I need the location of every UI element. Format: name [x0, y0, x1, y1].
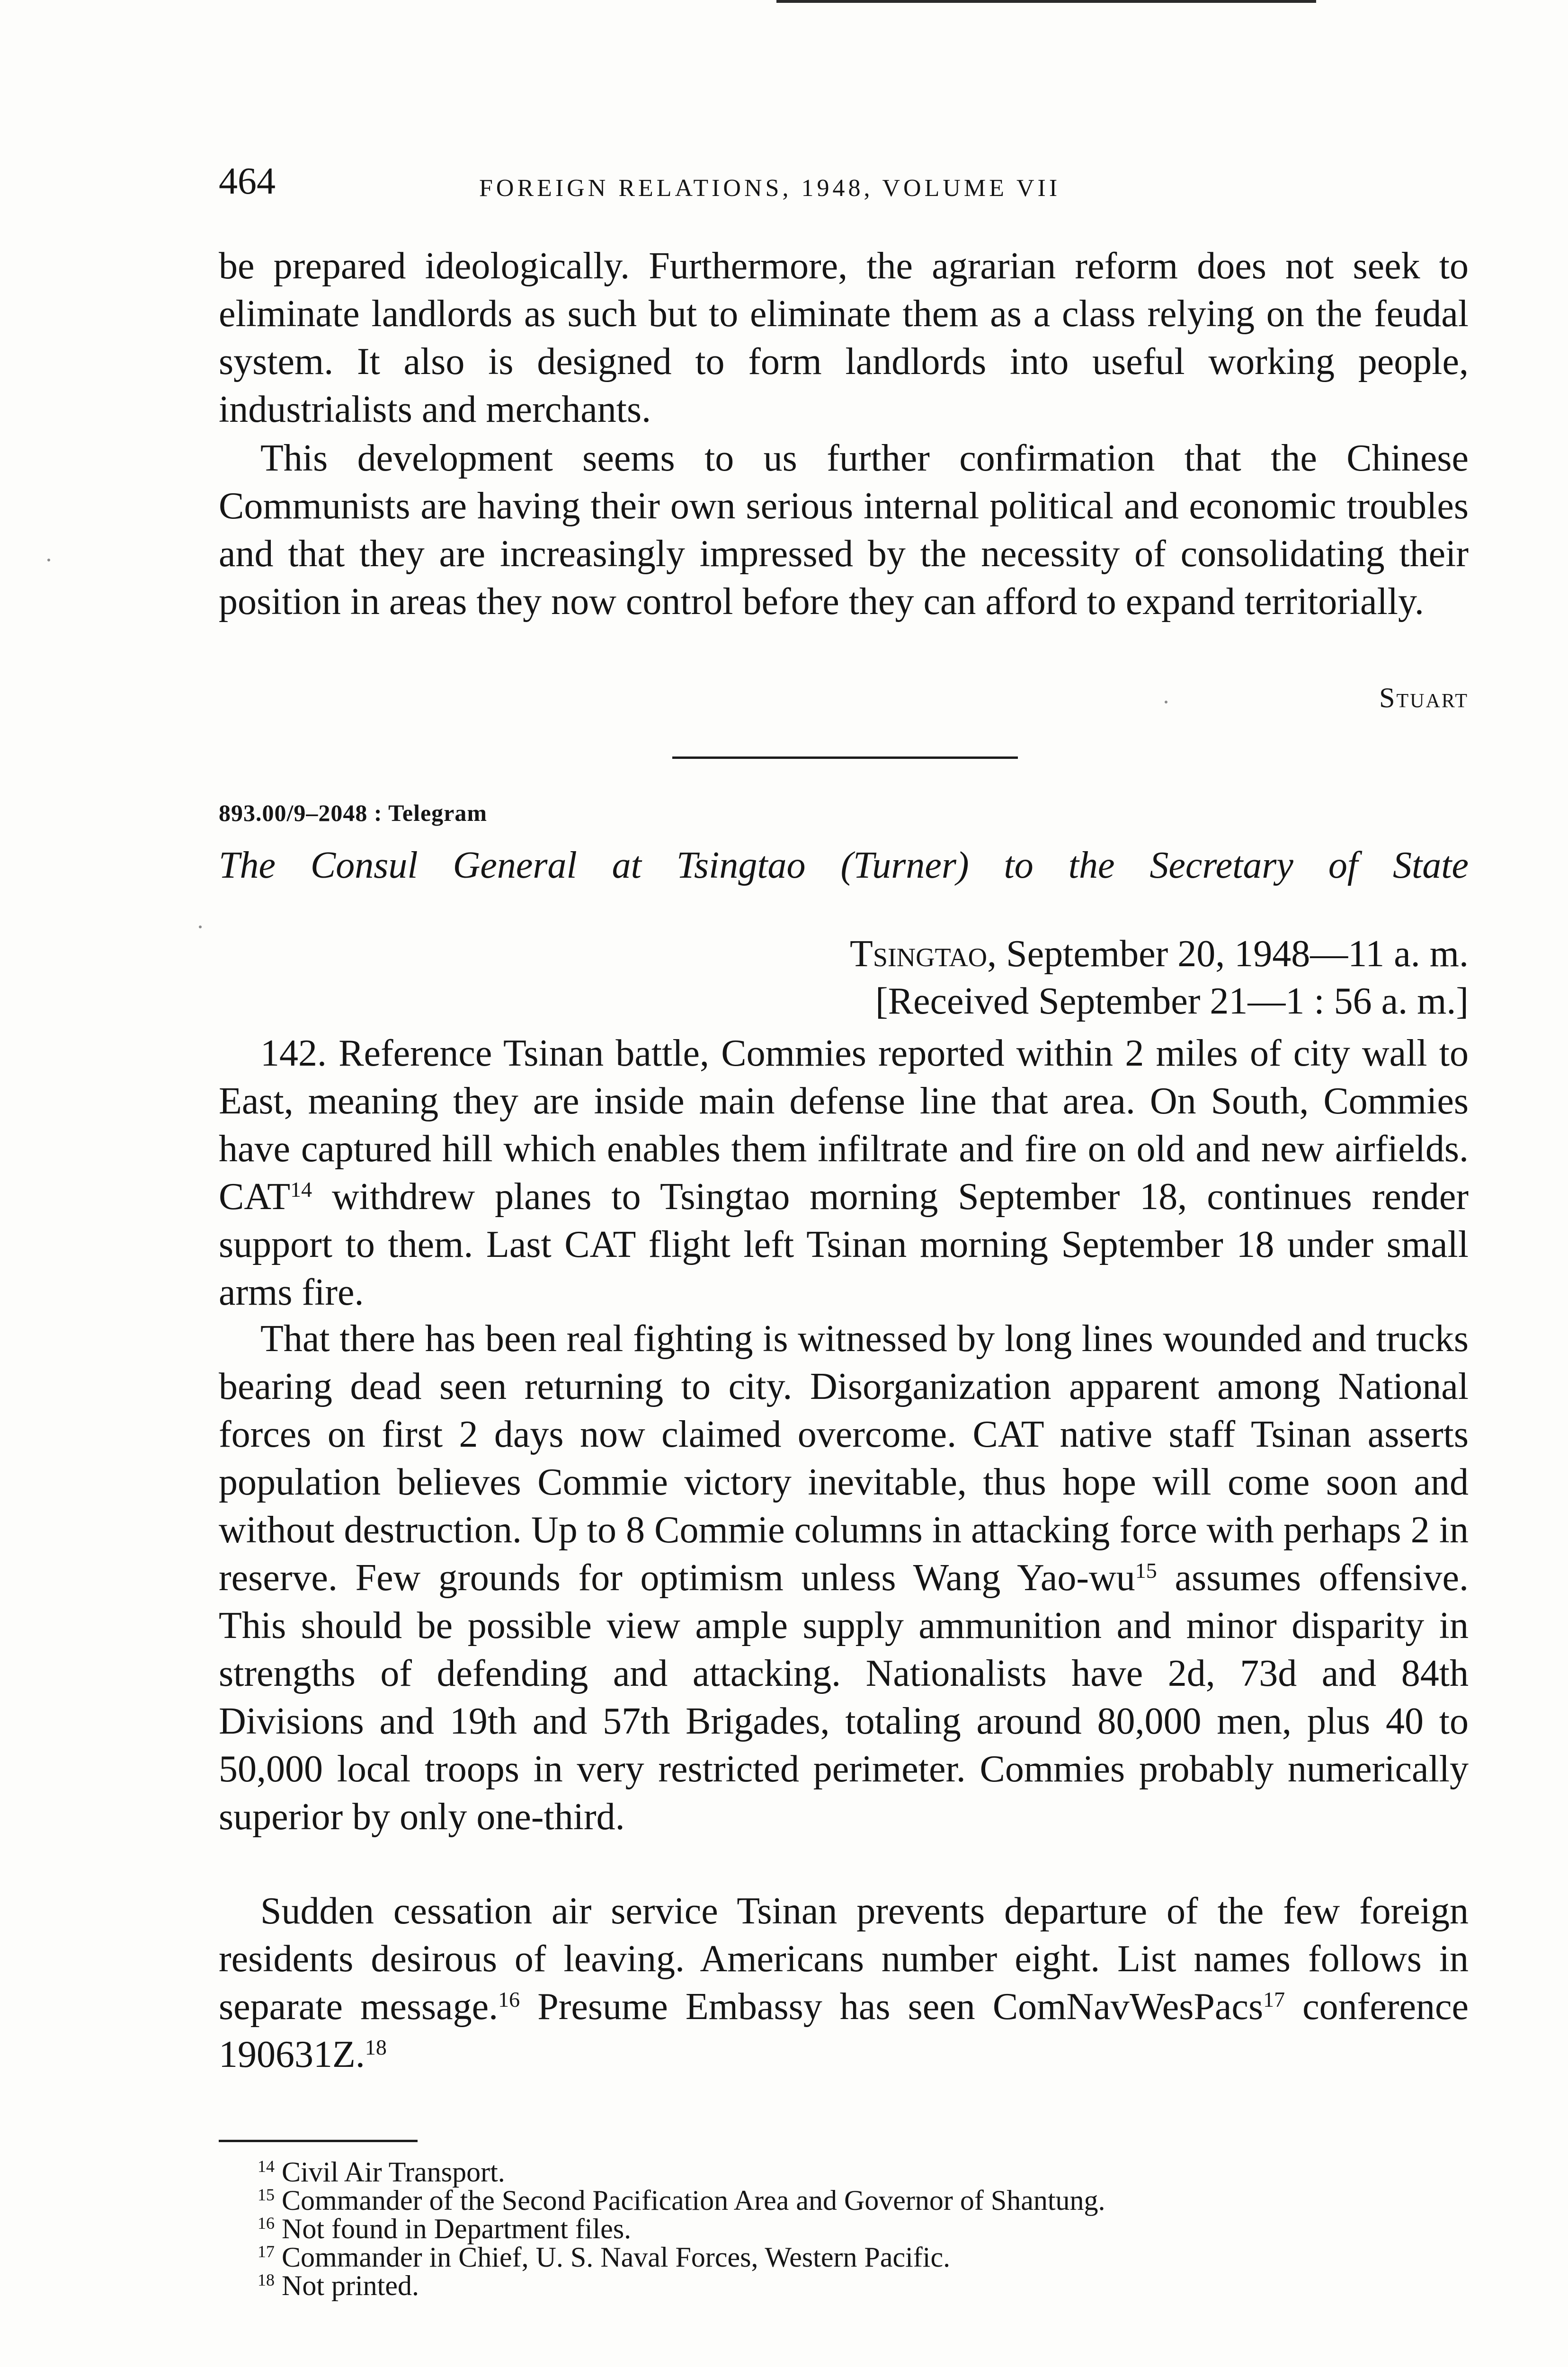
- scan-speck: [1165, 701, 1167, 703]
- footnote-16: [258, 2215, 1441, 2243]
- running-title: FOREIGN RELATIONS, 1948, VOLUME VII: [479, 175, 1061, 202]
- dateline-received: [Received September 21—1 : 56 a. m.]: [875, 980, 1469, 1022]
- paragraph-3-text-b: Presume Embassy has seen ComNavWesPacs: [520, 1986, 1264, 2028]
- footnote-ref-18[interactable]: 18: [365, 2035, 387, 2059]
- footnote-rule: [219, 2140, 418, 2142]
- paragraph-3-text-c: conference 190631Z.: [219, 1986, 1469, 2075]
- scan-speck: [47, 559, 50, 561]
- document-separator-rule: [672, 756, 1018, 759]
- paragraph-1-text-a: 142. Reference Tsinan battle, Commies reported within 2 miles of city wall to East, meaning they are inside main defense line that area. On South, Commies have captured hill which enables them infiltrate and fire on old and new airfields. CAT: [219, 1032, 1469, 1218]
- footnote-marker: 14: [258, 2157, 275, 2176]
- footnote-marker: 18: [258, 2270, 275, 2289]
- document-title: The Consul General at Tsingtao (Turner) to the Secretary of State: [219, 845, 1469, 886]
- footnotes: [258, 2158, 1441, 2300]
- closing-paragraph: This development seems to us further confirmation that the Chinese Communists are having their own serious internal political and economic troubles and that they are increasingly impressed by the necessity of consolidating their position in areas they now control before they can afford to expand territorially.: [219, 437, 1469, 623]
- running-header: [219, 160, 1469, 208]
- dateline-place: Tsingtao: [849, 933, 988, 975]
- telegram-paragraph-3: [219, 1887, 1469, 2079]
- telegram-paragraph-2: [219, 1315, 1469, 1841]
- telegram-paragraph-1: [219, 1030, 1469, 1317]
- footnote-14: [258, 2158, 1441, 2186]
- paragraph-1-text-b: withdrew planes to Tsingtao morning September 18, continues render support to them. Last CAT flight left Tsinan morning September 18 under small arms fire.: [219, 1176, 1469, 1313]
- continued-paragraph: be prepared ideologically. Furthermore, the agrarian reform does not seek to eliminate landlords as such but to eliminate them as a class relying on the feudal system. It also is designed to form landlords into useful working people, industrialists and merchants.: [219, 245, 1469, 430]
- dateline: [850, 930, 1469, 1025]
- footnote-marker: 15: [258, 2185, 275, 2204]
- footnote-ref-16[interactable]: 16: [498, 1987, 520, 2011]
- footnote-marker: 16: [258, 2214, 275, 2233]
- footnote-text: Not found in Department files.: [275, 2213, 632, 2244]
- footnote-text: Not printed.: [275, 2270, 419, 2301]
- paragraph-3-text-a: Sudden cessation air service Tsinan prevents departure of the few foreign residents desirous of leaving. Americans number eight. List names follows in separate message.: [219, 1890, 1469, 2028]
- scan-speck: [199, 925, 202, 928]
- dateline-sent: [850, 930, 1469, 978]
- footnote-text: Civil Air Transport.: [275, 2156, 505, 2188]
- footnote-text: Commander in Chief, U. S. Naval Forces, Western Pacific.: [275, 2242, 951, 2273]
- footnote-text: Commander of the Second Pacification Area and Governor of Shantung.: [275, 2185, 1105, 2216]
- footnote-15: [258, 2186, 1441, 2215]
- dateline-date: , September 20, 1948—11 a. m.: [987, 933, 1469, 975]
- top-edge-rule: [776, 0, 1316, 3]
- footnote-ref-17[interactable]: 17: [1263, 1987, 1285, 2011]
- footnote-18: [258, 2271, 1441, 2300]
- footnote-17: [258, 2243, 1441, 2271]
- footnote-ref-15[interactable]: 15: [1135, 1558, 1157, 1583]
- signature-stuart: Stuart: [1379, 682, 1469, 713]
- footnote-marker: 17: [258, 2242, 275, 2261]
- footnote-ref-14[interactable]: 14: [290, 1177, 312, 1201]
- paragraph-2-text-a: That there has been real fighting is witnessed by long lines wounded and trucks bearing dead seen returning to city. Disorganization apparent among National forces on first 2 days now claimed overcome. CAT native staff Tsinan asserts population believes Commie victory inevitable, thus hope will come soon and without destruction. Up to 8 Commie columns in attacking force with perhaps 2 in reserve. Few grounds for optimism unless Wang Yao-wu: [219, 1318, 1469, 1599]
- page-number: 464: [219, 160, 276, 202]
- file-reference: 893.00/9–2048 : Telegram: [219, 800, 488, 826]
- paragraph-2-text-b: assumes offensive. This should be possible view ample supply ammunition and minor disparity in strengths of defending and attacking. Nationalists have 2d, 73d and 84th Divisions and 19th and 57th Brigades, totaling around 80,000 men, plus 40 to 50,000 local troops in very restricted perimeter. Commies probably numerically superior by only one-third.: [219, 1557, 1469, 1838]
